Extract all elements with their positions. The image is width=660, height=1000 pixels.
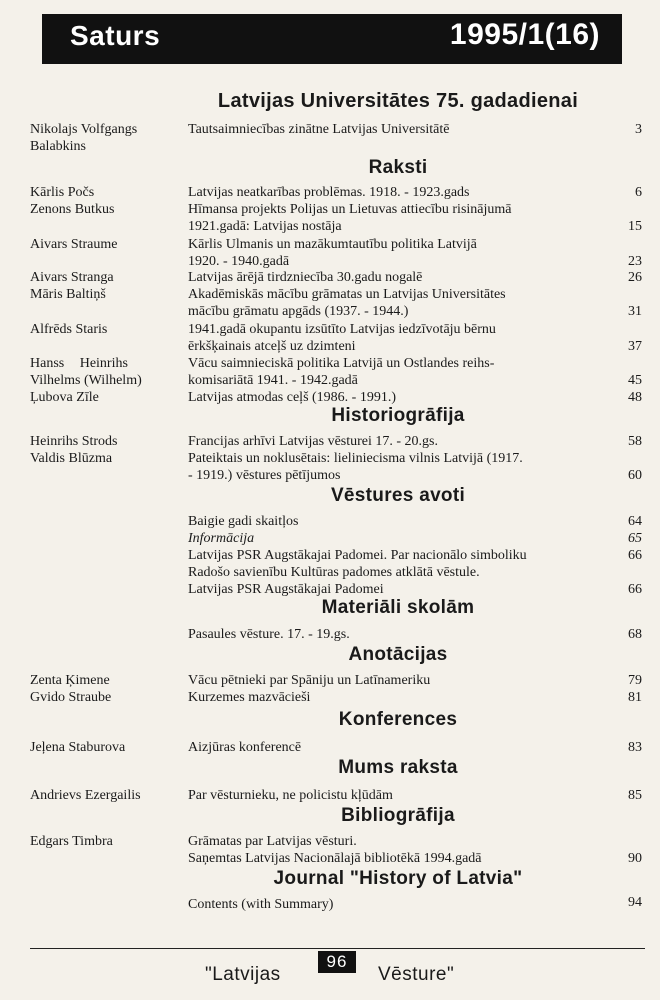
entry-page: 45 <box>628 373 642 388</box>
entry-author: Alfrēds Staris <box>30 322 108 337</box>
entry-title: Francijas arhīvi Latvijas vēsturei 17. - 20.gs. <box>188 434 438 449</box>
entry-page: 83 <box>628 740 642 755</box>
section-heading: Historiogrāfija <box>331 405 465 426</box>
entry-author: Andrievs Ezergailis <box>30 788 141 803</box>
entry-title: Kurzemes mazvācieši <box>188 690 311 705</box>
entry-author: Valdis Blūzma <box>30 451 113 466</box>
entry-author: Zenta Ķimene <box>30 673 110 688</box>
entry-title: 1920. - 1940.gadā <box>188 254 290 269</box>
entry-page: 3 <box>635 122 642 137</box>
entry-title: Latvijas PSR Augstākajai Padomei <box>188 582 384 597</box>
entry-title: Vācu pētnieki par Spāniju un Latīnameriku <box>188 673 431 688</box>
entry-page: 31 <box>628 304 642 319</box>
entry-page: 81 <box>628 690 642 705</box>
entry-title: - 1919.) vēstures pētījumos <box>188 468 341 483</box>
entry-author: Ļubova Zīle <box>30 390 99 405</box>
footer-journal-name-left: "Latvijas <box>205 964 281 985</box>
entry-title: Tautsaimniecības zinātne Latvijas Universitātē <box>188 122 450 137</box>
section-heading: Raksti <box>368 157 428 178</box>
entry-title: Radošo savienību Kultūras padomes atklātā vēstule. <box>188 565 480 580</box>
entry-author: Nikolajs Volfgangs <box>30 122 138 137</box>
entry-author: Māris Baltiņš <box>30 287 106 302</box>
entry-page: 66 <box>628 582 642 597</box>
entry-author: Balabkins <box>30 139 86 154</box>
entry-title: Vācu saimnieciskā politika Latvijā un Ostlandes reihs- <box>188 356 495 371</box>
entry-page: 68 <box>628 627 642 642</box>
entry-title: Contents (with Summary) <box>188 897 334 912</box>
entry-author: Vilhelms (Wilhelm) <box>30 373 142 388</box>
section-heading: Anotācijas <box>348 644 448 665</box>
issue-number: 1995/1(16) <box>449 18 600 51</box>
entry-page: 23 <box>628 254 642 269</box>
entry-author: Jeļena Staburova <box>30 740 126 755</box>
entry-page: 60 <box>628 468 642 483</box>
footer-rule <box>30 948 645 949</box>
entry-author: Heinrihs Strods <box>30 434 118 449</box>
entry-author: Aivars Straume <box>30 237 118 252</box>
entry-title: Informācija <box>188 531 255 546</box>
entry-author: Gvido Straube <box>30 690 112 705</box>
entry-page: 6 <box>635 185 642 200</box>
entry-title: Grāmatas par Latvijas vēsturi. <box>188 834 357 849</box>
entry-title: Kārlis Ulmanis un mazākumtautību politika Latvijā <box>188 237 477 252</box>
entry-author: Hanss Heinrihs <box>30 356 128 371</box>
entry-title: komisariātā 1941. - 1942.gadā <box>188 373 358 388</box>
entry-title: Hīmansa projekts Polijas un Lietuvas attiecību risinājumā <box>188 202 512 217</box>
entry-author: Kārlis Počs <box>30 185 95 200</box>
header-bar <box>42 14 622 64</box>
entry-page: 85 <box>628 788 642 803</box>
entry-author: Aivars Stranga <box>30 270 114 285</box>
entry-page: 65 <box>628 531 642 546</box>
entry-title: mācību grāmatu apgāds (1937. - 1944.) <box>188 304 409 319</box>
entry-title: Saņemtas Latvijas Nacionālajā bibliotēkā 1994.gadā <box>188 851 482 866</box>
section-heading: Journal "History of Latvia" <box>273 868 523 889</box>
entry-page: 66 <box>628 548 642 563</box>
entry-page: 79 <box>628 673 642 688</box>
entry-title: Par vēsturnieku, ne policistu kļūdām <box>188 788 393 803</box>
entry-title: Aizjūras konferencē <box>188 740 302 755</box>
section-heading: Konferences <box>338 709 458 730</box>
entry-title: Latvijas neatkarības problēmas. 1918. - 1923.gads <box>188 185 470 200</box>
entry-title: ērkšķainais atceļš uz dzimteni <box>188 339 356 354</box>
section-heading: Materiāli skolām <box>321 597 475 618</box>
entry-page: 26 <box>628 270 642 285</box>
entry-title: Pateiktais un noklusētais: lieliniecisma vilnis Latvijā (1917. <box>188 451 523 466</box>
section-heading: Bibliogrāfija <box>341 805 455 826</box>
entry-page: 15 <box>628 219 642 234</box>
entry-page: 37 <box>628 339 642 354</box>
entry-author: Zenons Butkus <box>30 202 115 217</box>
entry-author: Edgars Timbra <box>30 834 113 849</box>
entry-title: Latvijas atmodas ceļš (1986. - 1991.) <box>188 390 397 405</box>
footer-journal-name-right: Vēsture" <box>378 964 455 985</box>
page-number-badge: 96 <box>318 951 356 973</box>
entry-title: Akadēmiskās mācību grāmatas un Latvijas Universitātes <box>188 287 506 302</box>
entry-page: 48 <box>628 390 642 405</box>
entry-title: Latvijas ārējā tirdzniecība 30.gadu nogalē <box>188 270 423 285</box>
entry-title: Pasaules vēsture. 17. - 19.gs. <box>188 627 350 642</box>
section-heading: Latvijas Universitātes 75. gadadienai <box>217 90 579 112</box>
entry-title: Baigie gadi skaitļos <box>188 514 299 529</box>
entry-page: 94 <box>628 895 642 910</box>
section-heading: Mums raksta <box>338 757 458 778</box>
entry-title: Latvijas PSR Augstākajai Padomei. Par nacionālo simboliku <box>188 548 527 563</box>
entry-page: 90 <box>628 851 642 866</box>
entry-title: 1921.gadā: Latvijas nostāja <box>188 219 342 234</box>
section-heading: Vēstures avoti <box>330 485 466 506</box>
entry-title: 1941.gadā okupantu izsūtīto Latvijas iedzīvotāju bērnu <box>188 322 496 337</box>
entry-page: 64 <box>628 514 642 529</box>
entry-page: 58 <box>628 434 642 449</box>
page-title: Saturs <box>70 20 161 51</box>
